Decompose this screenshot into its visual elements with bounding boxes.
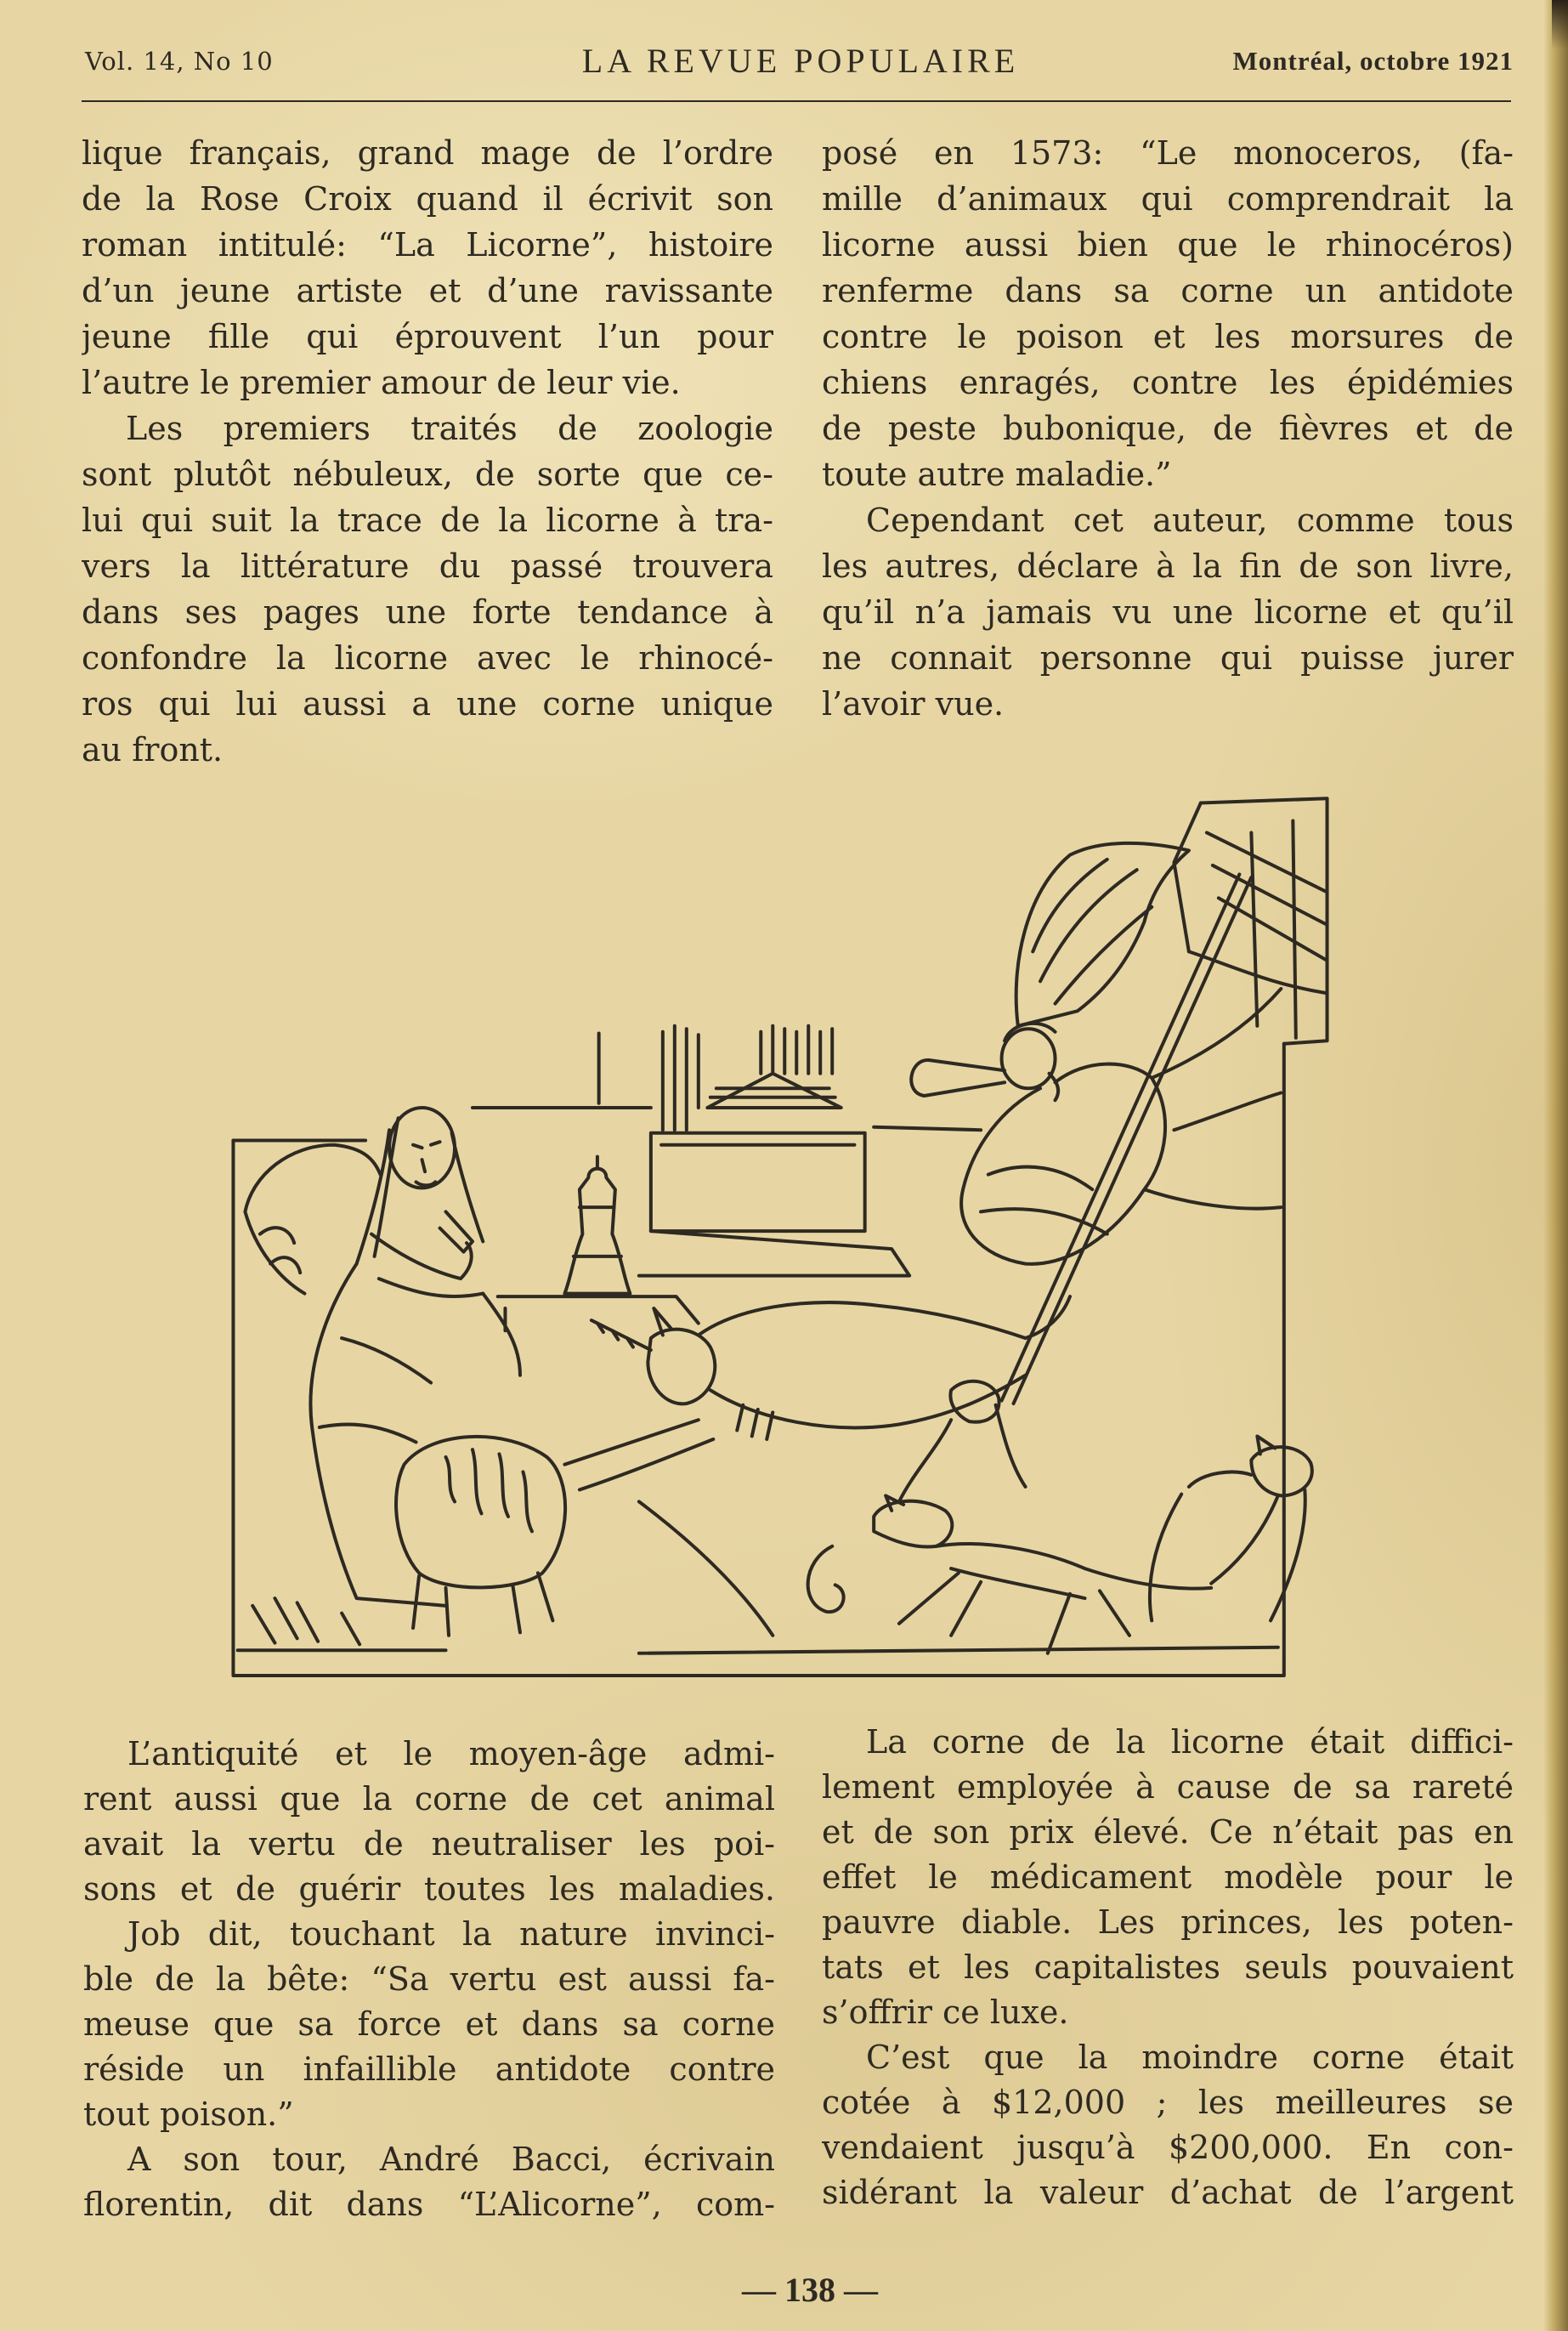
text-line: effet le médicament modèle pour le bbox=[822, 1858, 1514, 1896]
text-line: posé en 1573: “Le monoceros, (fa- bbox=[822, 134, 1514, 172]
paragraph bbox=[83, 1912, 775, 2137]
text-line: ne connait personne qui puisse jurer bbox=[822, 639, 1514, 677]
text-line: La corne de la licorne était diffici- bbox=[866, 1723, 1514, 1761]
text-line: jeune fille qui éprouvent l’un pour bbox=[82, 318, 773, 355]
text-line: rent aussi que la corne de cet animal bbox=[83, 1780, 775, 1818]
unicorn-figure bbox=[564, 1296, 1070, 1501]
paragraph bbox=[822, 130, 1514, 497]
text-line: ros qui lui aussi a une corne unique bbox=[82, 685, 773, 723]
page-number: — 138 — bbox=[742, 2271, 878, 2309]
article-column-bottom-left bbox=[83, 1732, 775, 2227]
text-line: lique français, grand mage de l’ordre bbox=[82, 134, 773, 172]
text-line: s’offrir ce luxe. bbox=[822, 1994, 1069, 2031]
issue-number: Vol. 14, No 10 bbox=[85, 47, 274, 76]
article-column-top-left bbox=[82, 130, 773, 773]
lamb-figure bbox=[396, 1437, 565, 1636]
text-line: meuse que sa force et dans sa corne bbox=[83, 2005, 775, 2043]
text-line: mille d’animaux qui comprendrait la bbox=[822, 180, 1514, 218]
text-line: lement employée à cause de sa rareté bbox=[822, 1768, 1514, 1806]
paragraph bbox=[822, 1720, 1514, 2035]
text-line: et de son prix élevé. Ce n’était pas en bbox=[822, 1813, 1514, 1851]
text-line: de peste bubonique, de fièvres et de bbox=[822, 410, 1514, 447]
page-edge-shadow bbox=[1543, 0, 1568, 2331]
hound-figure-right bbox=[1150, 1436, 1312, 1620]
text-line: L’antiquité et le moyen-âge admi- bbox=[127, 1735, 775, 1772]
text-line: vers la littérature du passé trouvera bbox=[82, 547, 773, 585]
text-line: dans ses pages une forte tendance à bbox=[82, 593, 773, 631]
paragraph bbox=[822, 2035, 1514, 2215]
paragraph bbox=[82, 130, 773, 406]
page-corner-shadow bbox=[1552, 0, 1568, 49]
text-line: d’un jeune artiste et d’une ravissante bbox=[82, 272, 773, 309]
text-line: chiens enragés, contre les épidémies bbox=[822, 364, 1514, 401]
dateline: Montréal, octobre 1921 bbox=[1232, 46, 1514, 76]
text-line: Cependant cet auteur, comme tous bbox=[866, 502, 1514, 539]
text-line: qu’il n’a jamais vu une licorne et qu’il bbox=[822, 593, 1514, 631]
unicorn-hunt-woodcut bbox=[223, 788, 1338, 1687]
tower-structure bbox=[1174, 798, 1327, 1044]
text-line: au front. bbox=[82, 731, 224, 768]
text-line: roman intitulé: “La Licorne”, histoire bbox=[82, 226, 773, 264]
text-line: C’est que la moindre corne était bbox=[866, 2039, 1514, 2076]
text-line: l’avoir vue. bbox=[822, 685, 1005, 723]
text-line: tout poison.” bbox=[83, 2096, 294, 2133]
text-line: Les premiers traités de zoologie bbox=[126, 410, 773, 447]
paragraph bbox=[83, 2137, 775, 2227]
magazine-title: LA REVUE POPULAIRE bbox=[581, 42, 1020, 80]
organ-shrine bbox=[639, 1026, 909, 1276]
maiden-figure bbox=[245, 1108, 520, 1606]
text-line: florentin, dit dans “L’Alicorne”, com- bbox=[83, 2186, 775, 2223]
text-line: vendaient jusqu’à $200,000. En con- bbox=[822, 2129, 1514, 2166]
text-line: ble de la bête: “Sa vertu est aussi fa- bbox=[83, 1960, 775, 1998]
article-column-bottom-right bbox=[822, 1720, 1514, 2215]
text-line: contre le poison et les morsures de bbox=[822, 318, 1514, 355]
text-line: confondre la licorne avec le rhinocé- bbox=[82, 639, 773, 677]
text-line: renferme dans sa corne un antidote bbox=[822, 272, 1514, 309]
text-line: sidérant la valeur d’achat de l’argent bbox=[822, 2174, 1514, 2211]
text-line: cotée à $12,000 ; les meilleures se bbox=[822, 2084, 1514, 2121]
text-line: réside un infaillible antidote contre bbox=[83, 2050, 775, 2088]
paragraph bbox=[82, 406, 773, 773]
text-line: de la Rose Croix quand il écrivit son bbox=[82, 180, 773, 218]
text-line: sont plutôt nébuleux, de sorte que ce- bbox=[82, 456, 773, 493]
text-line: Job dit, touchant la nature invinci- bbox=[127, 1915, 775, 1953]
text-line: licorne aussi bien que le rhinocéros) bbox=[822, 226, 1514, 264]
text-line: les autres, déclare à la fin de son livre, bbox=[822, 547, 1514, 585]
text-line: sons et de guérir toutes les maladies. bbox=[83, 1870, 775, 1908]
article-column-top-right bbox=[822, 130, 1514, 727]
text-line: avait la vertu de neutraliser les poi- bbox=[83, 1825, 775, 1863]
text-line: lui qui suit la trace de la licorne à tra- bbox=[82, 502, 773, 539]
paragraph bbox=[83, 1732, 775, 1912]
paragraph bbox=[822, 497, 1514, 727]
header-rule bbox=[82, 100, 1511, 102]
text-line: toute autre maladie.” bbox=[822, 456, 1172, 493]
text-line: pauvre diable. Les princes, les poten- bbox=[822, 1903, 1514, 1941]
vessel bbox=[498, 1157, 699, 1331]
text-line: l’autre le premier amour de leur vie. bbox=[82, 364, 681, 401]
text-line: A son tour, André Bacci, écrivain bbox=[127, 2141, 775, 2178]
text-line: tats et les capitalistes seuls pouvaient bbox=[822, 1948, 1514, 1986]
